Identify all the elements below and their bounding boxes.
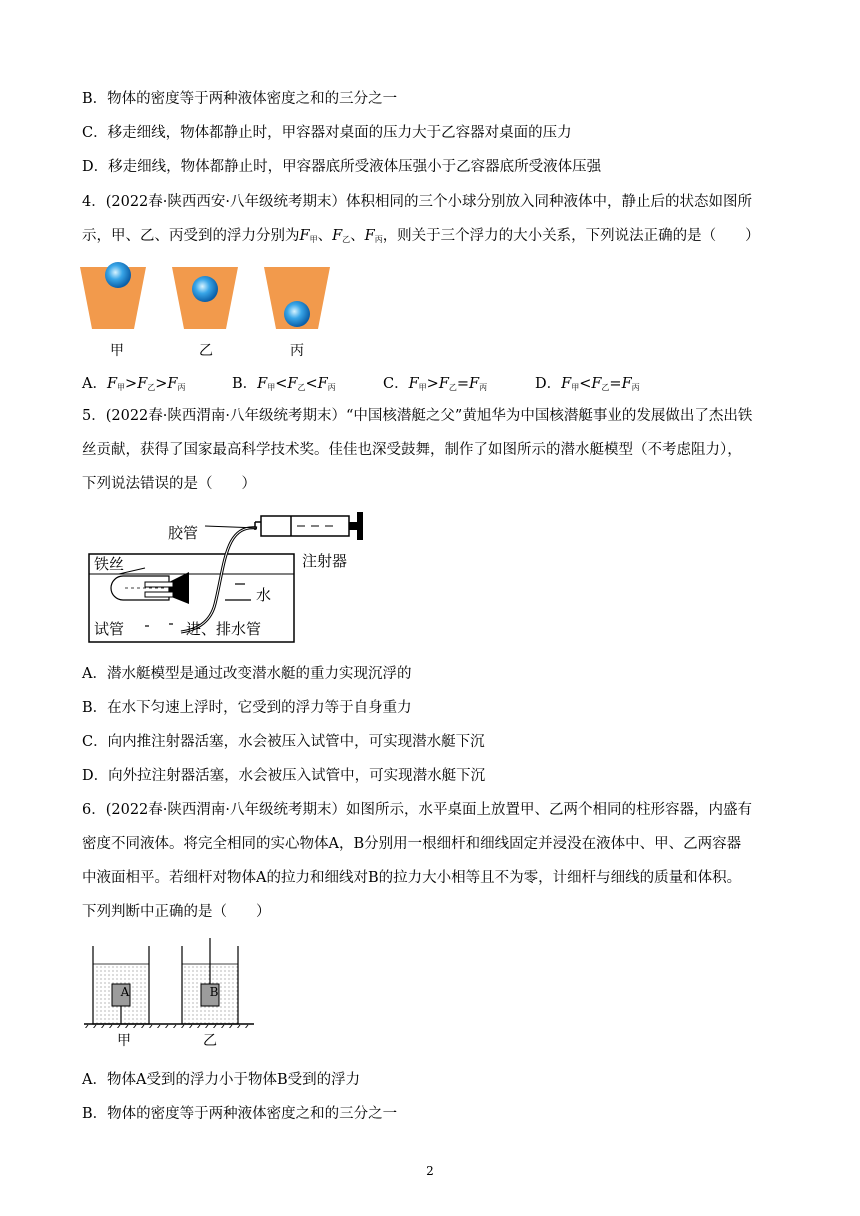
q4-stem-line2: 示，甲、乙、丙受到的浮力分别为$F_甲$、$F_乙$、$F_丙$，则关于三个浮力的大小关系，下列说法正确的是（ ）	[82, 228, 760, 244]
ball-bing	[284, 301, 310, 327]
q5-option-a: A．潜水艇模型是通过改变潜水艇的重力实现沉浮的	[82, 666, 412, 682]
q5-label-pipe: 进、排水管	[186, 620, 262, 638]
top-option-d: D．移走细线，物体都静止时，甲容器底所受液体压强小于乙容器底所受液体压强	[82, 159, 602, 175]
q5-label-syringe: 注射器	[302, 552, 348, 570]
q5-label-wire: 铁丝	[94, 555, 125, 573]
top-option-b: B．物体的密度等于两种液体密度之和的三分之一	[82, 91, 398, 107]
page-number: 2	[426, 1164, 434, 1178]
ball-jia	[105, 262, 131, 288]
q6-stem-line2: 密度不同液体。将完全相同的实心物体A，B分别用一根细杆和细线固定并浸没在液体中、甲、乙两容器	[82, 836, 742, 852]
ball-yi	[192, 276, 218, 302]
q4-option-b: B．$F_甲<F_乙<F_丙$	[232, 376, 336, 392]
q6-label-jia: 甲	[117, 1033, 131, 1049]
q6-stem-line1: 6．(2022春·陕西渭南·八年级统考期末）如图所示，水平桌面上放置甲、乙两个相同的柱形容器，内盛有	[82, 802, 752, 818]
rubber-hose	[181, 528, 257, 632]
q4-label-jia: 甲	[110, 343, 124, 359]
q4-option-d: D．$F_甲<F_乙=F_丙$	[535, 376, 640, 392]
q5-label-hose: 胶管	[168, 524, 199, 542]
q5-option-c: C．向内推注射器活塞，水会被压入试管中，可实现潜水艇下沉	[82, 734, 485, 750]
q6-option-b: B．物体的密度等于两种液体密度之和的三分之一	[82, 1106, 398, 1122]
top-option-c: C．移走细线，物体都静止时，甲容器对桌面的压力大于乙容器对桌面的压力	[82, 125, 572, 141]
q4-label-yi: 乙	[199, 343, 213, 359]
q4-label-bing: 丙	[290, 343, 304, 359]
q5-label-tube: 试管	[94, 620, 125, 638]
q5-stem-line3: 下列说法错误的是（ ）	[82, 476, 256, 492]
q6-label-a: A	[120, 985, 130, 999]
q5-stem-line2: 丝贡献，获得了国家最高科学技术奖。佳佳也深受鼓舞，制作了如图所示的潜水艇模型（不考虑阻力），	[82, 442, 742, 458]
q5-stem-line1: 5．(2022春·陕西渭南·八年级统考期末）“中国核潜艇之父”黄旭华为中国核潜艇事业的发展做出了杰出铁	[82, 408, 753, 424]
q6-stem-line4: 下列判断中正确的是（ ）	[82, 904, 271, 920]
q6-label-yi: 乙	[203, 1033, 217, 1049]
q4-option-c: C．$F_甲>F_乙=F_丙$	[383, 376, 488, 392]
q6-figure-containers	[84, 934, 256, 1028]
q6-option-a: A．物体A受到的浮力小于物体B受到的浮力	[82, 1072, 361, 1088]
stopper	[169, 572, 189, 604]
q4-stem-line1: 4．(2022春·陕西西安·八年级统考期末）体积相同的三个小球分别放入同种液体中，静止后的状态如图所	[82, 194, 752, 210]
q5-option-b: B．在水下匀速上浮时，它受到的浮力等于自身重力	[82, 700, 412, 716]
q5-label-water: 水	[256, 586, 272, 604]
q6-stem-line3: 中液面相平。若细杆对物体A的拉力和细线对B的拉力大小相等且不为零，计细杆与细线的质量和体积。	[82, 870, 742, 886]
q6-label-b: B	[209, 985, 219, 999]
q4-option-a: A．$F_甲>F_乙>F_丙$	[82, 376, 186, 392]
q5-option-d: D．向外拉注射器活塞，水会被压入试管中，可实现潜水艇下沉	[82, 768, 486, 784]
